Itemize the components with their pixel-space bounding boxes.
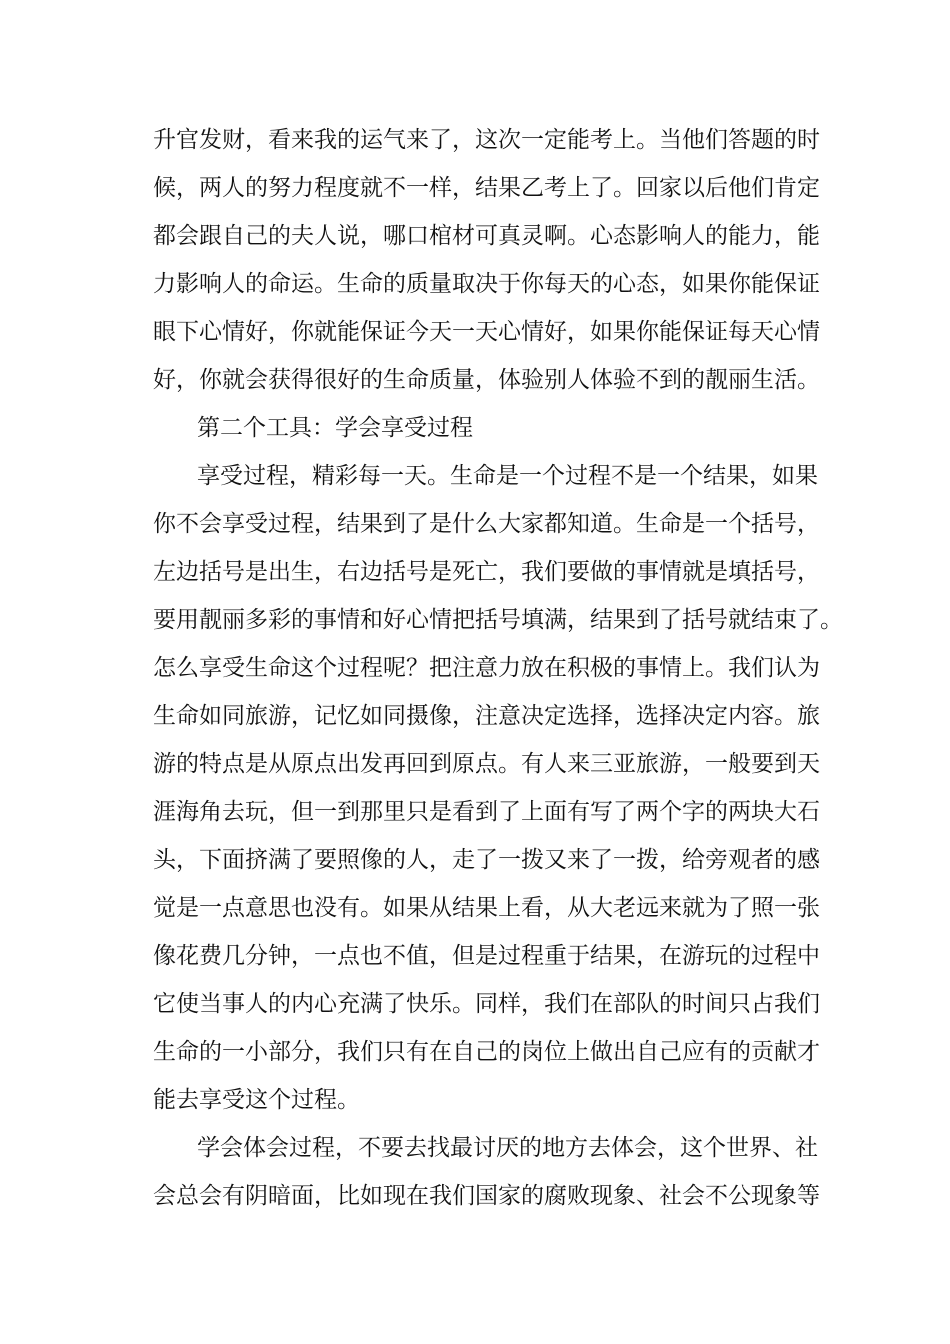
text-line: 生命如同旅游，记忆如同摄像，注意决定选择，选择决定内容。旅 xyxy=(153,703,820,729)
text-line: 涯海角去玩，但一到那里只是看到了上面有写了两个字的两块大石 xyxy=(153,799,820,825)
text-line: 你不会享受过程，结果到了是什么大家都知道。生命是一个括号， xyxy=(153,511,820,537)
text-line: 游的特点是从原点出发再回到原点。有人来三亚旅游，一般要到天 xyxy=(153,751,820,777)
text-line: 好，你就会获得很好的生命质量，体验别人体验不到的靓丽生活。 xyxy=(153,367,820,393)
section-heading: 第二个工具：学会享受过程 xyxy=(197,415,473,441)
text-line: 候，两人的努力程度就不一样，结果乙考上了。回家以后他们肯定 xyxy=(153,175,820,201)
text-line: 眼下心情好，你就能保证今天一天心情好，如果你能保证每天心情 xyxy=(153,319,820,345)
text-line: 力影响人的命运。生命的质量取决于你每天的心态，如果你能保证 xyxy=(153,271,820,297)
text-line: 像花费几分钟，一点也不值，但是过程重于结果，在游玩的过程中 xyxy=(153,943,820,969)
text-line: 能去享受这个过程。 xyxy=(153,1087,360,1113)
text-line: 都会跟自己的夫人说，哪口棺材可真灵啊。心态影响人的能力，能 xyxy=(153,223,820,249)
text-line: 要用靓丽多彩的事情和好心情把括号填满，结果到了括号就结束了。 xyxy=(153,607,843,633)
text-line: 它使当事人的内心充满了快乐。同样，我们在部队的时间只占我们 xyxy=(153,991,820,1017)
text-line: 学会体会过程，不要去找最讨厌的地方去体会，这个世界、社 xyxy=(197,1135,818,1161)
text-line: 会总会有阴暗面，比如现在我们国家的腐败现象、社会不公现象等 xyxy=(153,1183,820,1209)
text-line: 升官发财，看来我的运气来了，这次一定能考上。当他们答题的时 xyxy=(153,127,820,153)
text-line: 左边括号是出生，右边括号是死亡，我们要做的事情就是填括号， xyxy=(153,559,820,585)
text-line: 怎么享受生命这个过程呢？把注意力放在积极的事情上。我们认为 xyxy=(153,655,820,681)
text-line: 享受过程，精彩每一天。生命是一个过程不是一个结果，如果 xyxy=(197,463,818,489)
text-line: 生命的一小部分，我们只有在自己的岗位上做出自己应有的贡献才 xyxy=(153,1039,820,1065)
text-line: 觉是一点意思也没有。如果从结果上看，从大老远来就为了照一张 xyxy=(153,895,820,921)
text-line: 头，下面挤满了要照像的人，走了一拨又来了一拨，给旁观者的感 xyxy=(153,847,820,873)
